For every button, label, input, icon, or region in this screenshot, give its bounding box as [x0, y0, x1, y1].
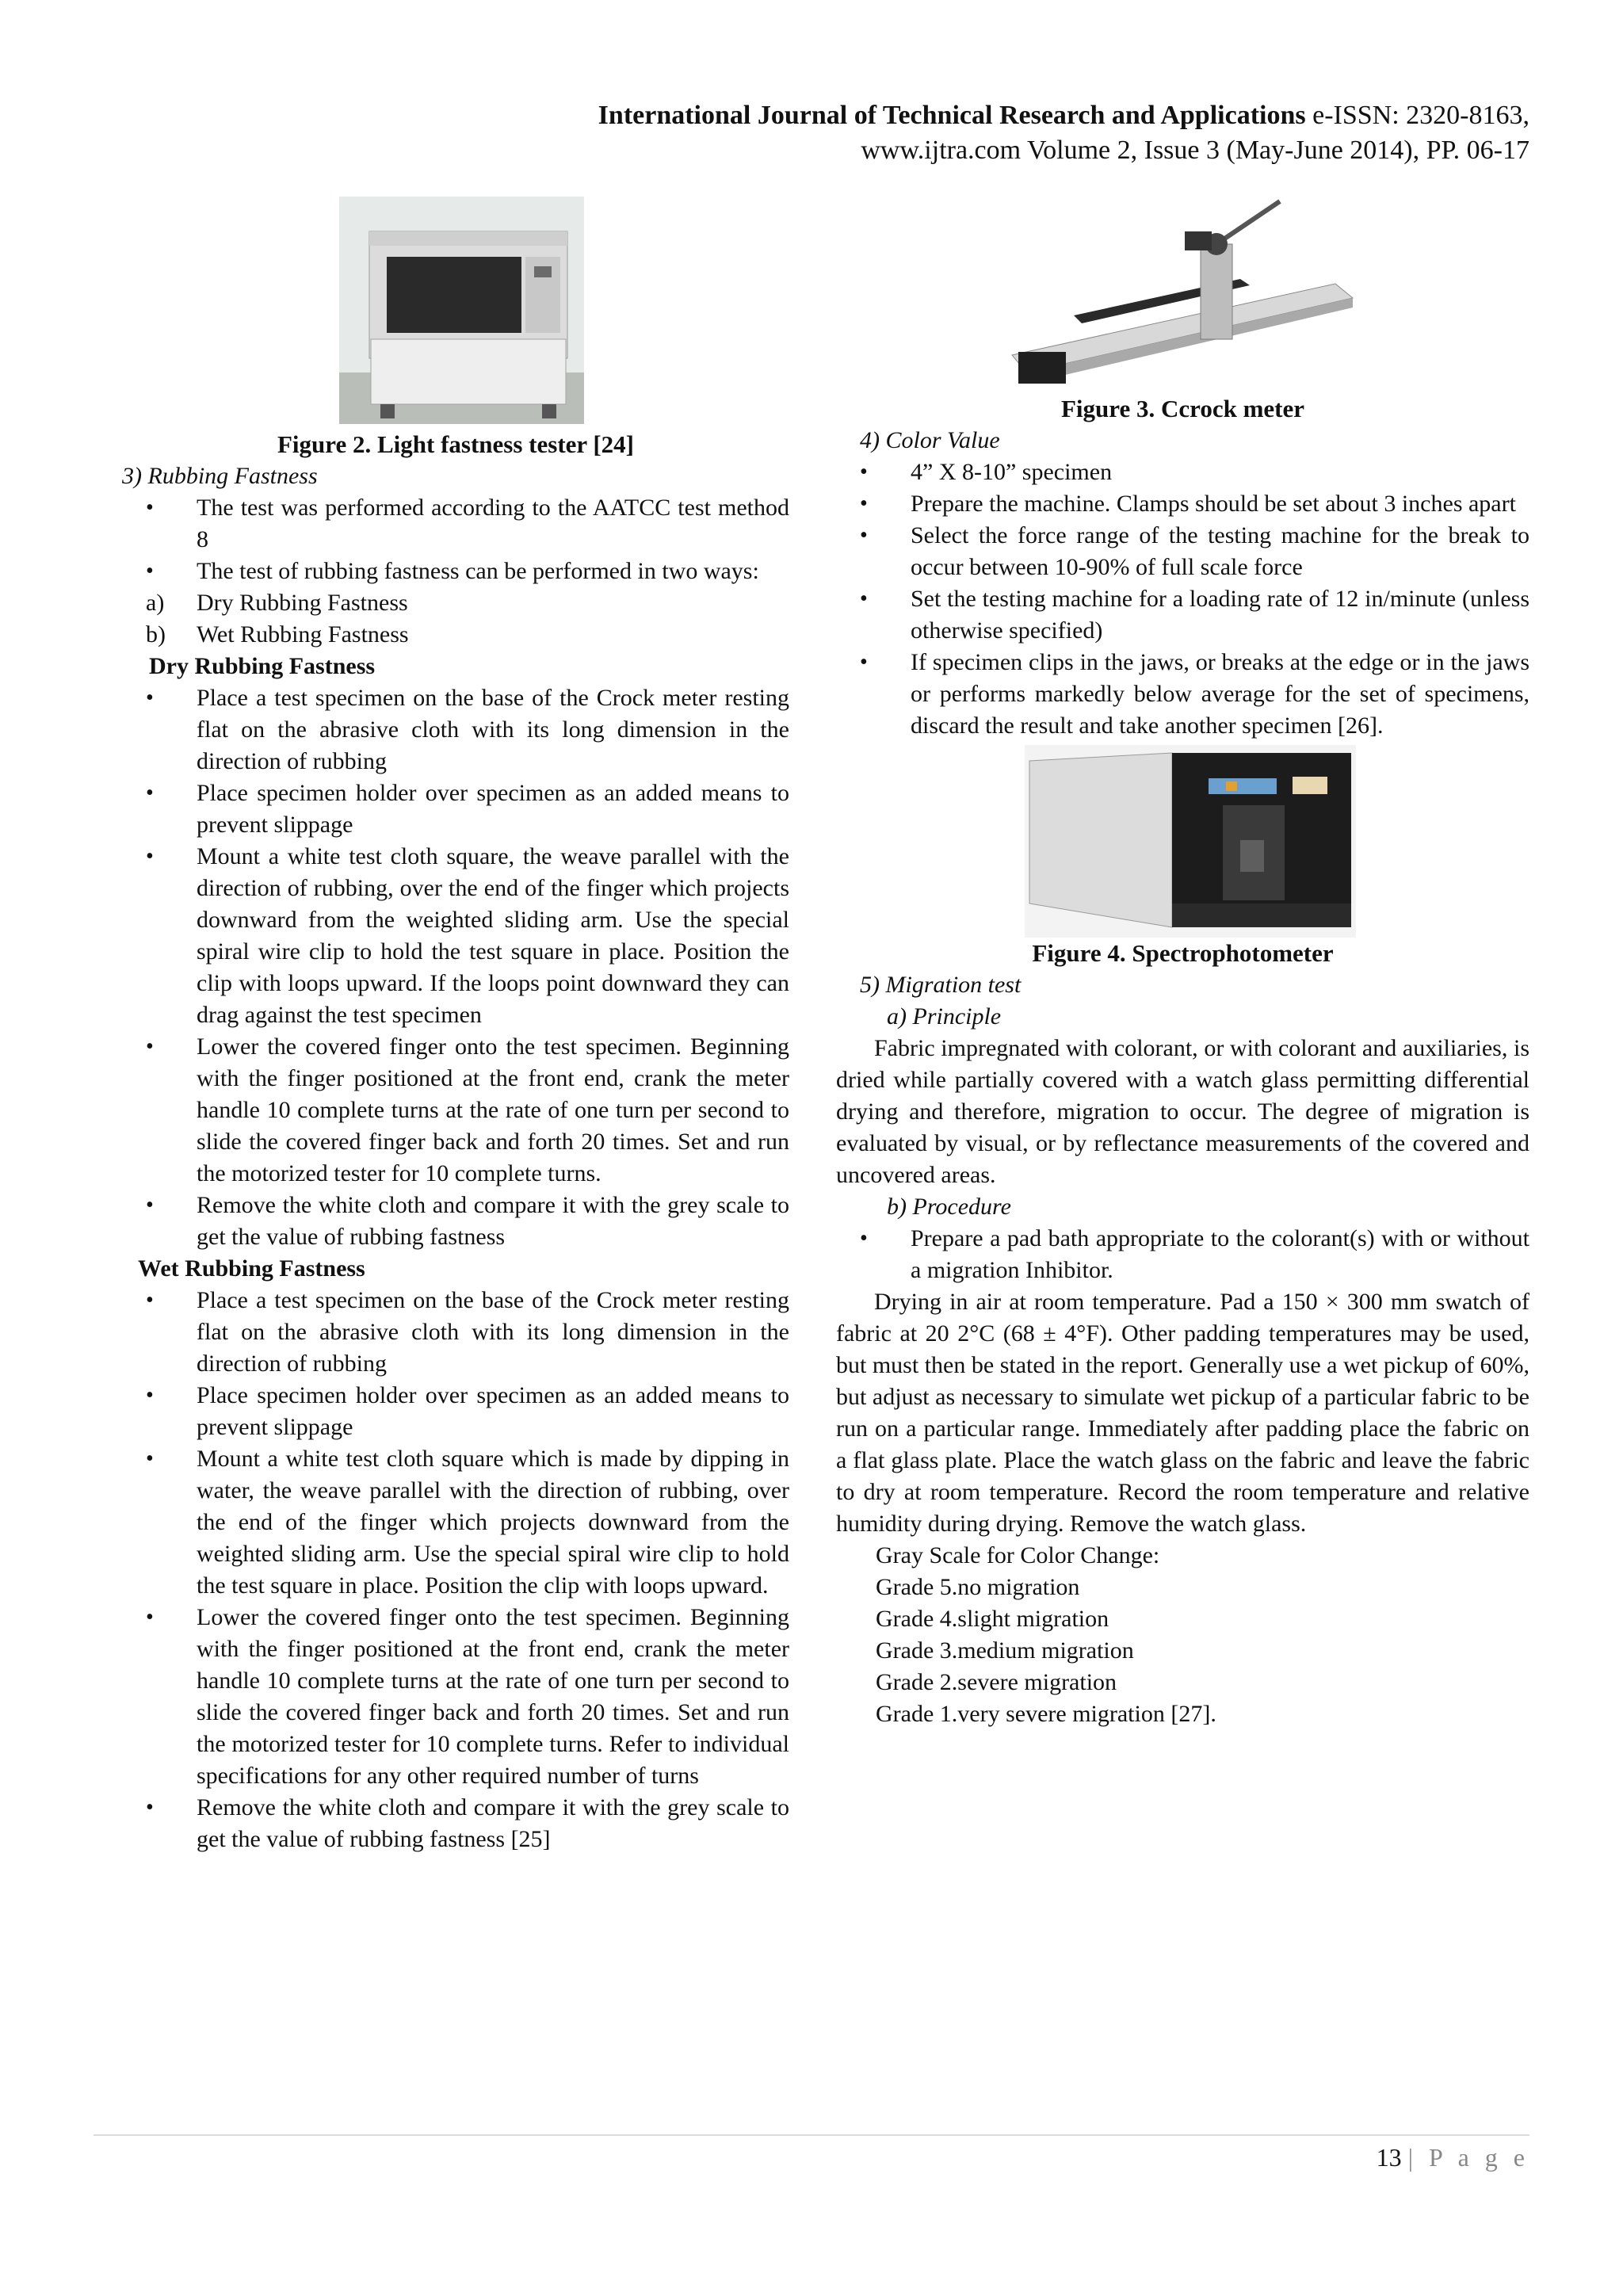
section3-title: 3) Rubbing Fastness: [122, 463, 318, 489]
list-item: • Lower the covered finger onto the test specimen. Beginning with the finger positioned at the front end, crank the meter handle 10 complete turns at the rate of one turn per second to slide the covered finger back and forth 20 times. Set and run the motorized tester for 10 complete turns.: [122, 1031, 789, 1190]
principle-title: a) Principle: [887, 1003, 1002, 1030]
list-item: • Set the testing machine for a loading rate of 12 in/minute (unless otherwise specified): [836, 583, 1529, 647]
footer-divider: [94, 2134, 1529, 2136]
journal-header-line1: [598, 98, 1529, 133]
light-fastness-tester-picture: [339, 197, 584, 424]
list-item: • Place a test specimen on the base of the Crock meter resting flat on the abrasive cloth with its long dimension in the direction of rubbing: [122, 682, 789, 777]
list-item: • Prepare a pad bath appropriate to the colorant(s) with or without a migration Inhibitor.: [836, 1223, 1529, 1286]
figure2-caption: Figure 2. Light fastness tester [24]: [277, 430, 634, 458]
journal-issn: e-ISSN: 2320-8163,: [1312, 101, 1529, 130]
list-item: • The test was performed according to the AATCC test method 8: [122, 492, 789, 556]
spectrophotometer-picture: [1025, 745, 1356, 938]
grade-item: Grade 3.medium migration: [876, 1637, 1134, 1664]
list-text: Wet Rubbing Fastness: [197, 621, 409, 648]
list-item: • If specimen clips in the jaws, or breaks at the edge or in the jaws or performs markedly below average for the set of specimens, discard the result and take another specimen [26].: [836, 647, 1529, 742]
journal-header-line2: www.ijtra.com Volume 2, Issue 3 (May-June 2014), PP. 06-17: [861, 136, 1529, 165]
wet-rubbing-heading: Wet Rubbing Fastness: [138, 1255, 365, 1282]
dry-rubbing-heading: Dry Rubbing Fastness: [149, 653, 376, 679]
crock-meter-picture: [1002, 197, 1361, 393]
grade-item: Grade 1.very severe migration [27].: [876, 1701, 1216, 1727]
list-item: [122, 619, 789, 651]
list-item: • Remove the white cloth and compare it with the grey scale to get the value of rubbing fastness: [122, 1190, 789, 1253]
section4-title: 4) Color Value: [860, 427, 1000, 453]
list-item: • Remove the white cloth and compare it with the grey scale to get the value of rubbing fastness [25]: [122, 1792, 789, 1855]
drying-paragraph: Drying in air at room temperature. Pad a 150 × 300 mm swatch of fabric at 20 2°C (68 ± 4°F). Other padding temperatures may be used, but must then be stated in the report. Generally use a wet pickup of 60%, but adjust as necessary to simulate wet pickup of a particular fabric to be run on a particular range. Immediately after padding place the fabric on a flat glass plate. Place the watch glass on the fabric and leave the fabric to dry at room temperature. Record the room temperature and relative humidity during drying. Remove the watch glass.: [836, 1289, 1529, 1537]
list-item: • Place specimen holder over specimen as an added means to prevent slippage: [122, 1380, 789, 1443]
list-item: • Place specimen holder over specimen as an added means to prevent slippage: [122, 777, 789, 841]
list-item: • The test of rubbing fastness can be performed in two ways:: [122, 556, 789, 587]
grade-item: Grade 2.severe migration: [876, 1669, 1117, 1695]
right-column: [836, 197, 1529, 1730]
list-item: • Mount a white test cloth square, the weave parallel with the direction of rubbing, over the end of the finger which projects downward from the weighted sliding arm. Use the special spiral wire clip to hold the test square in place. Position the clip with loops upward. If the loops point downward they can drag against the test specimen: [122, 841, 789, 1031]
gray-scale-title: Gray Scale for Color Change:: [876, 1542, 1160, 1568]
list-item: • Prepare the machine. Clamps should be set about 3 inches apart: [836, 488, 1529, 520]
page-number: [1377, 2140, 1529, 2175]
list-item: • Place a test specimen on the base of the Crock meter resting flat on the abrasive cloth with its long dimension in the direction of rubbing: [122, 1285, 789, 1380]
list-item: [122, 587, 789, 619]
journal-title: International Journal of Technical Research and Applications: [598, 101, 1306, 130]
list-item: • 4” X 8-10” specimen: [836, 457, 1529, 488]
grade-item: Grade 4.slight migration: [876, 1606, 1109, 1632]
list-item: • Lower the covered finger onto the test specimen. Beginning with the finger positioned at the front end, crank the meter handle 10 complete turns at the rate of one turn per second to slide the covered finger back and forth 20 times. Set and run the motorized tester for 10 complete turns. Refer to individual specifications for any other required number of turns: [122, 1602, 789, 1792]
list-item: • Mount a white test cloth square which is made by dipping in water, the weave parallel with the direction of rubbing, over the end of the finger which projects downward from the weighted sliding arm. Use the special spiral wire clip to hold the test square in place. Position the clip with loops upward.: [122, 1443, 789, 1602]
list-label: a): [146, 590, 165, 616]
page-number-value: 13: [1376, 2143, 1402, 2172]
section5-title: 5) Migration test: [860, 972, 1022, 998]
figure3-caption: Figure 3. Ccrock meter: [1060, 395, 1305, 422]
figure4-caption: Figure 4. Spectrophotometer: [1032, 939, 1334, 967]
list-text: Dry Rubbing Fastness: [197, 590, 408, 616]
page-label: | P a g e: [1407, 2143, 1529, 2172]
list-item: • Select the force range of the testing machine for the break to occur between 10-90% of full scale force: [836, 520, 1529, 583]
spectrophotometer-image: [1025, 745, 1356, 938]
crock-meter-image: [1002, 197, 1361, 393]
light-fastness-tester-image: [339, 197, 584, 424]
grade-item: Grade 5.no migration: [876, 1574, 1080, 1600]
principle-paragraph: Fabric impregnated with colorant, or with colorant and auxiliaries, is dried while partially covered with a watch glass permitting differential drying and therefore, migration to occur. The degree of migration is evaluated by visual, or by reflectance measurements of the covered and uncovered areas.: [836, 1035, 1529, 1188]
left-column: [122, 197, 789, 1855]
list-label: b): [146, 621, 166, 648]
procedure-title: b) Procedure: [887, 1194, 1011, 1220]
